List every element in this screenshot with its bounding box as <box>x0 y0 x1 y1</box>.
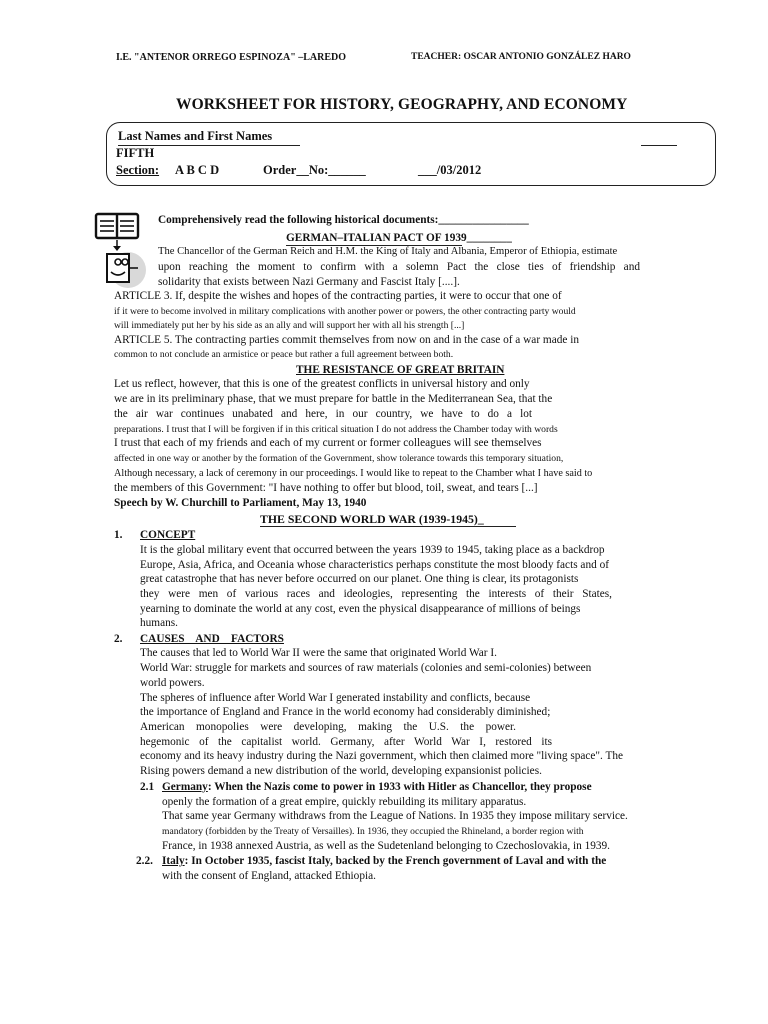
germany-label: Germany <box>162 781 208 793</box>
section-options: A B C D <box>175 163 220 177</box>
italy-number: 2.2. <box>136 855 153 867</box>
text-line: the air war continues unabated and here, in our country, we have to do a lot <box>114 408 532 420</box>
text-line: great catastrophe that has never before occurred on our planet. One thing is clear, its protagonists <box>140 573 579 585</box>
text-line: world powers. <box>140 677 205 689</box>
text-line: if it were to become involved in military complications with another power or powers, the other contracting party would <box>114 306 576 317</box>
text-line: Rising powers demand a new distribution of the world, developing expansionist policies. <box>140 765 542 777</box>
text-line: affected in one way or another by the formation of the Government, show tolerance towards this temporary situation, <box>114 453 564 464</box>
school-name: I.E. "ANTENOR ORREGO ESPINOZA" –LAREDO <box>116 52 347 63</box>
section-label: Section: <box>116 163 160 177</box>
text-line: The causes that led to World War II were the same that originated World War I. <box>140 647 497 659</box>
germany-bold-text: : When the Nazis come to power in 1933 with Hitler as Chancellor, they propose <box>207 781 592 793</box>
ww2-heading: THE SECOND WORLD WAR (1939-1945)_ <box>260 512 484 526</box>
text-line: with the consent of England, attacked Ethiopia. <box>162 870 376 882</box>
names-blank <box>641 145 677 146</box>
text-line: solidarity that exists between Nazi Germany and Fascist Italy [....]. <box>158 276 460 288</box>
germany-paragraph-lead <box>162 781 592 793</box>
text-line: World War: struggle for markets and sources of raw materials (colonies and semi-colonies) between <box>140 662 592 674</box>
text-line: I trust that each of my friends and each of my current or former colleagues will see themselves <box>114 437 542 449</box>
text-line: That same year Germany withdraws from the League of Nations. In 1935 they impose military service. <box>162 810 628 822</box>
text-line: upon reaching the moment to confirm with a solemn Pact the close ties of friendship and <box>158 261 640 273</box>
ww2-heading-underline <box>260 526 516 527</box>
instruction-heading: Comprehensively read the following historical documents:________________ <box>158 214 529 226</box>
germany-number: 2.1 <box>140 781 155 793</box>
causes-number: 2. <box>114 633 123 645</box>
page-title: WORKSHEET FOR HISTORY, GEOGRAPHY, AND ECONOMY <box>176 96 628 113</box>
text-line: economy and its heavy industry during the Nazi government, which then claimed more "living space". The <box>140 750 624 762</box>
text-line: preparations. I trust that I will be forgiven if in this critical situation I do not address the Chamber today with words <box>114 424 558 435</box>
text-line: The Chancellor of the German Reich and H.M. the King of Italy and Albania, Emperor of Ethiopia, estimate <box>158 246 618 257</box>
text-line: France, in 1938 annexed Austria, as well as the Sudetenland belonging to Czechoslovakia, in 1939. <box>162 840 611 852</box>
text-line: the members of this Government: "I have nothing to offer but blood, toil, sweat, and tears [...] <box>114 482 538 494</box>
text-line: common to not conclude an armistice or peace but rather a full agreement between both. <box>114 349 454 360</box>
text-line: ARTICLE 3. If, despite the wishes and hopes of the contracting parties, it were to occur that one of <box>114 290 562 302</box>
text-line: Although necessary, a lack of ceremony in our proceedings. I would like to repeat to the Chamber what I have said to <box>114 468 593 479</box>
text-line: hegemonic of the capitalist world. Germany, after World War I, restored its <box>140 736 552 748</box>
text-line: the importance of England and France in the world economy had considerably diminished; <box>140 706 551 718</box>
italy-label: Italy <box>162 855 185 867</box>
text-line: mandatory (forbidden by the Treaty of Versailles). In 1936, they occupied the Rhineland, a border region with <box>162 826 584 837</box>
text-line: will immediately put her by his side as an ally and will support her with all his strength [...] <box>114 320 465 331</box>
text-line: we are in its preliminary phase, that we must prepare for battle in the Mediterranean Sea, that the <box>114 393 553 405</box>
concept-number: 1. <box>114 529 123 541</box>
resistance-heading: THE RESISTANCE OF GREAT BRITAIN <box>296 364 505 376</box>
order-number: Order__No:______ <box>263 163 366 177</box>
pact-heading: GERMAN–ITALIAN PACT OF 1939________ <box>286 232 512 244</box>
speech-signature: Speech by W. Churchill to Parliament, May 13, 1940 <box>114 497 367 509</box>
names-label: Last Names and First Names <box>118 129 273 143</box>
text-line: humans. <box>140 617 178 629</box>
text-line: Europe, Asia, Africa, and Oceania whose characteristics perhaps constitute the most bloody facts and of <box>140 559 609 571</box>
reading-book-icon <box>94 212 152 293</box>
date-field: ___/03/2012 <box>418 163 482 177</box>
italy-bold-text: : In October 1935, fascist Italy, backed by the French government of Laval and with the <box>184 855 607 867</box>
text-line: It is the global military event that occurred between the years 1939 to 1945, taking place as a backdrop <box>140 544 605 556</box>
text-line: The spheres of influence after World War I generated instability and conflicts, because <box>140 692 531 704</box>
text-line: they were men of various races and ideologies, representing the interests of their States, <box>140 588 612 600</box>
concept-title: CONCEPT <box>140 529 196 541</box>
grade-label: FIFTH <box>116 146 155 160</box>
italy-paragraph-lead <box>162 855 606 867</box>
teacher-name: TEACHER: OSCAR ANTONIO GONZÁLEZ HARO <box>411 52 631 62</box>
text-line: ARTICLE 5. The contracting parties commit themselves from now on and in the case of a war made in <box>114 334 579 346</box>
text-line: Let us reflect, however, that this is one of the greatest conflicts in universal history and only <box>114 378 530 390</box>
text-line: openly the formation of a great empire, quickly rebuilding its military apparatus. <box>162 796 527 808</box>
causes-title: CAUSES AND FACTORS <box>140 633 284 645</box>
text-line: American monopolies were developing, making the U.S. the power. <box>140 721 516 733</box>
text-line: yearning to dominate the world at any cost, even the physical disappearance of millions of beings <box>140 603 581 615</box>
